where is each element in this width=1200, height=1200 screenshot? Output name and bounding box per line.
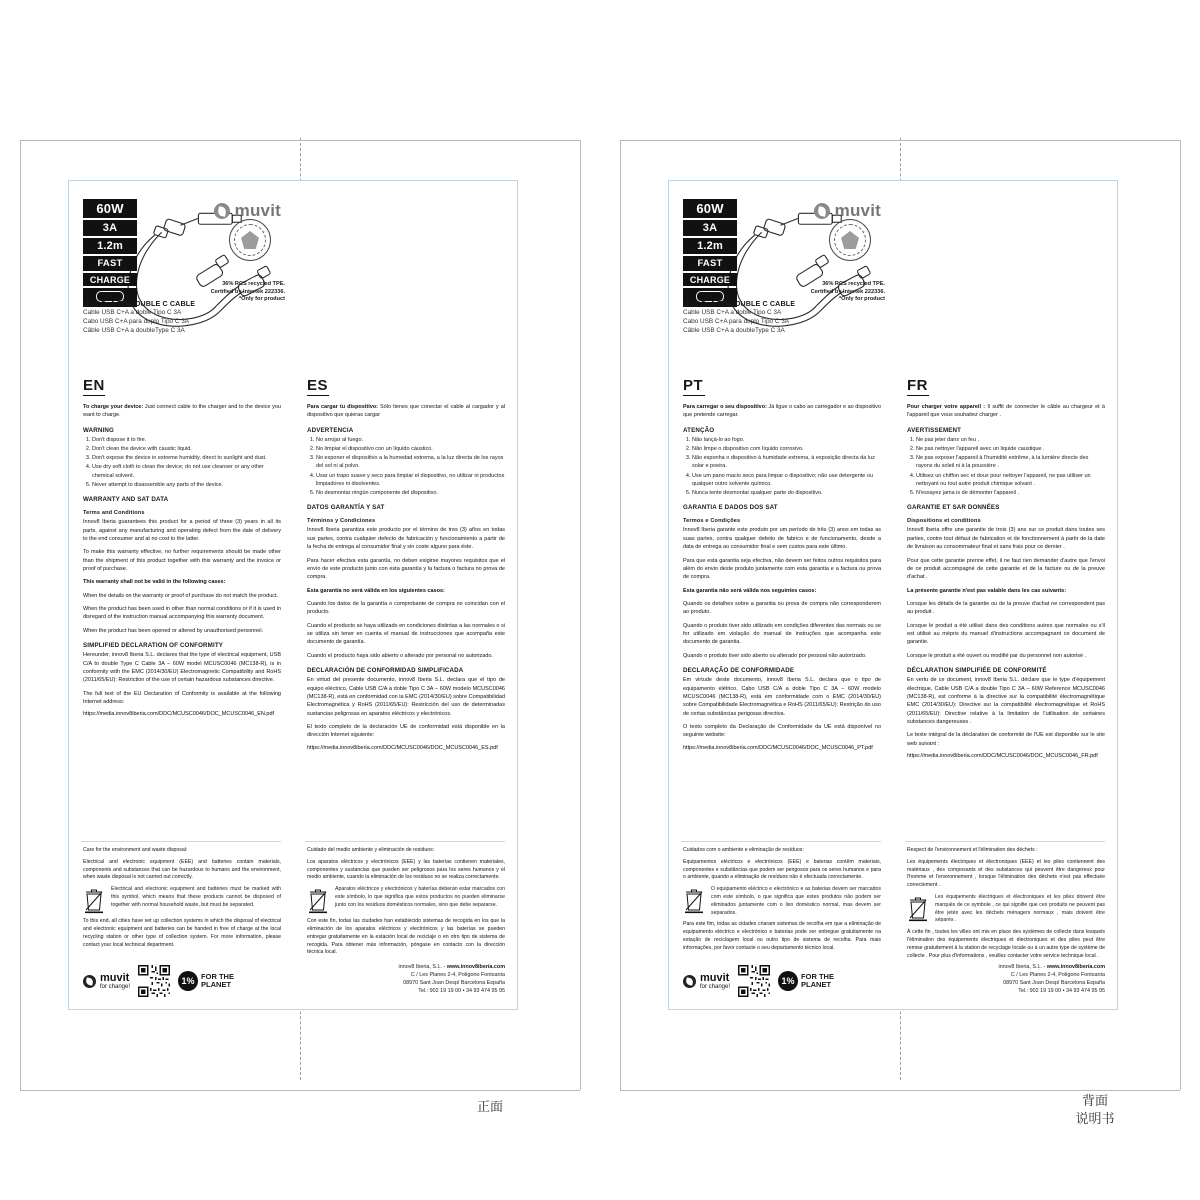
panel-es bbox=[293, 181, 517, 1009]
doc-url[interactable]: https://media.innov8iberia.com/DDC/MCUSC0046/DOC_MCUSC0046_PT.pdf bbox=[683, 744, 873, 751]
care-heading: Respect de l'environnement et l'élimination des déchets : bbox=[907, 847, 1038, 853]
not-valid-1: When the details on the warranty or proof of purchase do not match the product. bbox=[83, 592, 279, 599]
company-address-1: C / Les Planes 2-4, Polígono Fontsanta bbox=[1010, 971, 1105, 978]
crop-mark bbox=[620, 140, 621, 1090]
weee-block bbox=[83, 886, 281, 914]
planet-line-2: PLANET bbox=[801, 980, 832, 989]
muvit-tagline: for change! bbox=[100, 983, 131, 990]
badge-amps: 3A bbox=[683, 220, 737, 236]
crossed-out-bin-icon bbox=[907, 894, 929, 922]
footer-logos bbox=[83, 965, 234, 997]
crop-mark bbox=[20, 140, 21, 1090]
recycled-note-1: 36% RCS recycled TPE. bbox=[822, 281, 885, 287]
not-valid-3: When the product has been opened or altered by unauthorised personnel. bbox=[83, 627, 264, 634]
crossed-out-bin-icon bbox=[683, 886, 705, 914]
crop-mark bbox=[620, 140, 1180, 141]
hero-pt bbox=[669, 181, 893, 371]
warning-heading: ATENÇÃO bbox=[683, 426, 715, 434]
terms-p1: Innov8 Iberia garante este produto por um período de três (3) anos em todas as suas partes, contra qualquer defeito de fabrico e de funcionamento, desde a data de entrega ao consumidor final e sem custos para este último. bbox=[683, 527, 881, 551]
back-side-label-line-2: 说明书 bbox=[1075, 1110, 1115, 1126]
language-heading-fr: FR bbox=[907, 377, 928, 394]
not-valid-2: When the product has been used in other than normal conditions or if it is used in disregard of the instruction manual accompanying this warranty document. bbox=[83, 606, 281, 621]
list-item: 2. Ne pas nettoyer l'appareil avec un liquide caustique . bbox=[916, 445, 1105, 453]
care-heading: Cuidados com o ambiente e eliminação de resíduos: bbox=[683, 847, 804, 853]
badge-length: 1.2m bbox=[683, 238, 737, 254]
intro-text: Já ligue o cabo ao carregador e ao dispositivo que pretende carregar. bbox=[683, 404, 881, 419]
list-item: 2. Não limpe o dispositivo com líquido corrosivo. bbox=[692, 445, 881, 453]
list-item: 1. Don't dispose it to fire. bbox=[92, 436, 281, 444]
terms-p2: Para que esta garantia seja efectiva, não devem ser feitos outros requisitos para além do envio deste produto juntamente com esta garantia e a factura ou prova de compra. bbox=[683, 557, 881, 581]
care-p2: Aparatos eléctricos y electrónicos y baterías deberán estar marcados con este símbolo, lo que significa que estos productos no pueden eliminarse junto con los residuos domésticos normales, sino que debe separarse. bbox=[335, 886, 505, 908]
care-p3: À cette fin , toutes les villes ont mis en place des systèmes de collecte dans lesquels l'élimination des équipements électriques et électroniques et des piles peut être remise gratuitement à la station de recyclage locale ou à un autre type de système de collecte . Pour plus d'informations , veuillez contacter votre service technique local . bbox=[907, 929, 1105, 959]
badge-fast: FAST bbox=[683, 256, 737, 271]
crossed-out-bin-icon bbox=[307, 886, 329, 914]
product-subtitle-2: Cabo USB C+A para duplo Tipo C 3A bbox=[683, 318, 790, 326]
care-p1: Electrical and electronic equipment (EEE) and batteries contain materials, components and substances that can be hazardous to humans and the environment, when waste disposal is not carried out correctly. bbox=[83, 858, 281, 881]
not-valid-heading: Esta garantía no será válida en los siguientes casos: bbox=[307, 587, 445, 594]
muvit-name: muvit bbox=[700, 971, 730, 984]
footer-logos bbox=[683, 965, 834, 997]
one-percent-for-planet-logo bbox=[178, 971, 234, 991]
footer-fr bbox=[907, 847, 1105, 964]
language-heading-en: EN bbox=[83, 377, 105, 394]
warning-list bbox=[307, 436, 505, 498]
list-item: 5. Nunca tente desmontar qualquer parte do dispositivo. bbox=[692, 489, 881, 497]
body-es bbox=[307, 403, 505, 753]
warning-list bbox=[907, 436, 1105, 498]
muvit-footer-logo bbox=[683, 973, 730, 990]
badge-watts: 60W bbox=[683, 199, 737, 218]
terms-heading: Términos y Condiciones bbox=[307, 518, 376, 525]
care-p3: To this end, all cities have set up collection systems in which the disposal of electrical and electronic equipment and batteries can be handed in free of charge at the local recycling station or other type of collection system. For more information, please contact your local technical department. bbox=[83, 918, 281, 948]
product-subtitle-2: Cabo USB C+A para duplo Tipo C 3A bbox=[83, 318, 190, 326]
list-item: 1. Ne pas jeter dans un feu . bbox=[916, 436, 1105, 444]
not-valid-heading: La présente garantie n'est pas valable dans les cas suivants: bbox=[907, 587, 1067, 594]
company-address bbox=[999, 963, 1105, 995]
conformity-heading: SIMPLIFIED DECLARATION OF CONFORMITY bbox=[83, 642, 224, 650]
company-address-2: 08970 Sant Joan Despí Barcelona España bbox=[1003, 979, 1105, 986]
language-heading-pt: PT bbox=[683, 377, 704, 394]
terms-p1: Innov8 Iberia guarantees this product for a period of three (3) years in all its parts, against any manufacturing and operating defect from the date of delivery to the end consumer and at no cost to the latter. bbox=[83, 519, 281, 542]
product-title-block bbox=[83, 299, 222, 335]
spec-badge bbox=[683, 199, 737, 307]
eco-seal-icon bbox=[829, 219, 871, 261]
language-heading-es: ES bbox=[307, 377, 329, 394]
brand-name: muvit bbox=[234, 201, 281, 220]
warranty-heading: GARANTIA E DADOS DOS SAT bbox=[683, 504, 778, 512]
conformity-p2: The full text of the EU Declaration of Conformity is available at the following Internet address: bbox=[83, 690, 281, 705]
hero-en bbox=[69, 181, 293, 371]
not-valid-heading: This warranty shall not be valid in the following cases: bbox=[83, 579, 226, 586]
conformity-heading: DÉCLARATION SIMPLIFIÉE DE CONFORMITÉ bbox=[907, 667, 1047, 675]
conformity-p1: Hereunder, innov8 Iberia S.L. declares that the type of electrical equipment, USB C/A to double Type C Cable 3A – 60W model MCUSC0046 (MC138-R), is in conformity with the EMC (2014/30/EU) Electromagnetic Compatibility and RoHS (2011/65/EU): Restriction of the use of certain hazardous substances directive. bbox=[83, 652, 281, 684]
warranty-heading: GARANTIE ET SAR DONNÉES bbox=[907, 504, 1000, 512]
weee-block bbox=[307, 886, 505, 914]
badge-length: 1.2m bbox=[83, 238, 137, 254]
intro-label: Para cargar tu dispositivo: bbox=[307, 404, 378, 410]
qr-code-icon[interactable] bbox=[138, 965, 170, 997]
muvit-tagline: for change! bbox=[700, 983, 731, 990]
intro-label: Para carregar o seu dispositivo: bbox=[683, 404, 767, 410]
one-percent-for-planet-logo bbox=[778, 971, 834, 991]
crop-mark bbox=[1180, 140, 1181, 1090]
company-website[interactable]: www.innov8iberia.com bbox=[1046, 963, 1105, 970]
list-item: 4. Use um pano macio seco para limpar o dispositivo; não use detergente ou qualquer outro solvente químico. bbox=[692, 472, 881, 489]
intro-text: Il suffit de connecter le câble au chargeur et à l'appareil que vous souhaitez charger . bbox=[907, 404, 1105, 419]
conformity-heading: DECLARAÇÃO DE CONFORMIDADE bbox=[683, 667, 795, 675]
not-valid-1: Cuando los datos de la garantía o comprobante de compra no coincidan con el producto. bbox=[307, 600, 505, 616]
qr-code-icon[interactable] bbox=[738, 965, 770, 997]
intro-label: To charge your device: bbox=[83, 404, 144, 410]
front-side-label: 正面 bbox=[476, 1099, 503, 1114]
doc-url[interactable]: https://media.innov8iberia.com/DDC/MCUSC0046/DOC_MCUSC0046_FR.pdf bbox=[907, 753, 1098, 760]
list-item: 2. No limpiar el dispositivo con un líquido cáustico. bbox=[316, 445, 505, 453]
company-address-2: 08970 Sant Joan Despí Barcelona España bbox=[403, 979, 505, 986]
footer-pt bbox=[683, 847, 881, 957]
list-item: 2. Don't clean the device with caustic liquid. bbox=[92, 445, 281, 453]
brand-logo bbox=[814, 201, 881, 221]
recycled-note-2: Certified by Intertek 222336. bbox=[210, 288, 285, 295]
care-p3: Para este fim, todas as cidades criaram sistemas de recolha em que a eliminação de equipamento eléctrico e electrónico e baterias pode ser entregue gratuitamente na estação de reciclagem local ou outro tipo de sistema de recolha. Para mais informações, por favor contacte o seu departamento técnico local. bbox=[683, 921, 881, 951]
muvit-name: muvit bbox=[100, 971, 130, 984]
leaf-icon bbox=[83, 975, 96, 988]
company-address-1: C / Les Planes 2-4, Polígono Fontsanta bbox=[410, 971, 505, 978]
list-item: 3. No exponer el dispositivo a la humedad extrema, a la luz directa de los rayos del sol ni al polvo. bbox=[316, 454, 505, 471]
recycled-note-3: *Only for product bbox=[839, 296, 885, 303]
brand-name: muvit bbox=[834, 201, 881, 220]
company-name: innov8 Iberia, S.L. - bbox=[398, 963, 446, 970]
terms-p2: Pour que cette garantie prenne effet, il ne faut rien demander d'autre que l'envoi de ce produit accompagné de cette garantie et de la facture ou de la preuve d'achat . bbox=[907, 557, 1105, 581]
badge-amps: 3A bbox=[83, 220, 137, 236]
conformity-heading: DECLARACIÓN DE CONFORMIDAD SIMPLIFICADA bbox=[307, 667, 464, 675]
crop-mark bbox=[20, 140, 580, 141]
leaf-icon bbox=[683, 975, 696, 988]
planet-line-1: FOR THE bbox=[201, 972, 234, 982]
not-valid-1: Quando os detalhes sobre a garantia ou prova de compra não corresponderem ao produto. bbox=[683, 600, 881, 616]
intro-text: Sólo tienes que conectar el cable al cargador y al dispositivo que quieras cargar bbox=[307, 404, 505, 419]
care-p2: O equipamento eléctrico e electrónico e as baterias devem ser marcados com este símbolo, o que significa que estes produtos não podem ser eliminados juntamente com o lixo doméstico normal, mas devem ser separados. bbox=[711, 886, 881, 916]
terms-heading: Dispositions et conditions bbox=[907, 518, 981, 525]
warning-heading: AVERTISSEMENT bbox=[907, 426, 962, 434]
warranty-heading: WARRANTY AND SAT DATA bbox=[83, 496, 169, 504]
terms-p1: Innov8 Iberia garantiza este producto por el término de tres (3) años en todas sus partes, contra cualquier defecto de fabricación y funcionamiento a partir de la fecha de entrega al consumidor final y sin coste alguno para éste. bbox=[307, 527, 505, 551]
leaflet-front bbox=[68, 180, 518, 1010]
badge-fast: FAST bbox=[83, 256, 137, 271]
terms-p1: Innov8 Iberia offre une garantie de trois (3) ans sur ce produit dans toutes ses parties, contre tout défaut de fabrication et de fonctionnement à partir de la date de livraison au consommateur final et sans frais pour ce dernier . bbox=[907, 527, 1105, 551]
care-heading: Care for the environment and waste disposal: bbox=[83, 847, 188, 853]
weee-block bbox=[683, 886, 881, 917]
care-p3: Con este fin, todas las ciudades han establecido sistemas de recogida en los que la eliminación de los aparatos eléctricos y electrónicos y las baterías se pueden entregar gratuitamente en la estación local de reciclaje o en otro tipo de sistema de recogida. Para obtener más información, póngase en contacto con la dirección técnica local. bbox=[307, 918, 505, 956]
crossed-out-bin-icon bbox=[83, 886, 105, 914]
leaflet-back bbox=[668, 180, 1118, 1010]
company-website[interactable]: www.innov8iberia.com bbox=[446, 963, 505, 970]
list-item: 4. Use dry soft cloth to clean the device; do not use cleanser or any other chemical solvent. bbox=[92, 463, 281, 480]
product-subtitle-1: Cable USB C+A a doble Tipo C 3A bbox=[683, 309, 782, 316]
list-item: 1. Não lançá-lo ao fogo. bbox=[692, 436, 881, 444]
panel-en bbox=[69, 181, 293, 1009]
recycled-note-3: *Only for product bbox=[239, 296, 285, 303]
footer-divider bbox=[681, 841, 881, 842]
not-valid-3: Quando o produto tiver sido aberto ou alterado por pessoal não autorizado. bbox=[683, 652, 867, 659]
not-valid-3: Cuando el producto haya sido abierto o alterado por personal no autorizado. bbox=[307, 652, 493, 659]
eco-seal-icon bbox=[229, 219, 271, 261]
product-title-block bbox=[683, 299, 822, 335]
panel-pt bbox=[669, 181, 893, 1009]
planet-percent: 1% bbox=[178, 971, 198, 991]
footer-divider bbox=[81, 841, 281, 842]
product-subtitle-1: Cable USB C+A a doble Tipo C 3A bbox=[83, 309, 182, 316]
doc-url[interactable]: https://media.innov8iberia.com/DDC/MCUSC0046/DOC_MCUSC0046_ES.pdf bbox=[307, 744, 498, 751]
body-fr bbox=[907, 403, 1105, 761]
list-item: 4. Utilisez un chiffon sec et doux pour nettoyer l'appareil, ne pas utiliser un nettoyant ou tout autre produit chimique solvant . bbox=[916, 472, 1105, 489]
care-p1: Les équipements électriques et électroniques (EEE) et les piles contiennent des matériaux , des composants et des substances qui peuvent être dangereux pour l'homme et l'environnement , lorsque l'élimination des déchets n'est pas effectuée correctement . bbox=[907, 858, 1105, 889]
recycled-note bbox=[165, 281, 285, 304]
recycled-note bbox=[765, 281, 885, 304]
not-valid-2: Quando o produto tiver sido utilizado em condições diferentes das normais ou se for utilizado em violação do manual de instruções que acompanha este documento de garantia. bbox=[683, 622, 881, 646]
care-p2: Electrical and electronic equipment and batteries must be marked with this symbol, which means that these products cannot be disposed of together with normal household waste, but must be separated. bbox=[111, 886, 281, 908]
recycled-note-1: 36% RCS recycled TPE. bbox=[222, 281, 285, 287]
planet-percent: 1% bbox=[778, 971, 798, 991]
conformity-p2: El texto completo de la declaración UE de conformidad está disponible en la dirección Internet siguiente: bbox=[307, 723, 505, 739]
not-valid-1: Lorsque les détails de la garantie ou de la preuve d'achat ne correspondent pas au produit . bbox=[907, 600, 1105, 616]
terms-p2: To make this warranty effective, no further requirements should be made other than the shipment of this product together with this warranty and the invoice or proof of purchase. bbox=[83, 549, 281, 573]
spec-badge bbox=[83, 199, 137, 307]
warning-list bbox=[683, 436, 881, 498]
muvit-footer-logo bbox=[83, 973, 130, 990]
not-valid-3: Lorsque le produit a été ouvert ou modifié par du personnel non autorisé . bbox=[907, 652, 1087, 659]
footer-en bbox=[83, 847, 281, 953]
care-p1: Los aparatos eléctricos y electrónicos (EEE) y las baterías contienen materiales, componentes y sustancias que pueden ser peligrosos para los seres humanos y el medio ambiente, cuando la eliminación de los residuos no se realiza correctamente. bbox=[307, 858, 505, 881]
not-valid-heading: Esta garantia não será válida nos seguintes casos: bbox=[683, 587, 817, 594]
product-title: USB C+A TO DOUBLE C CABLE bbox=[683, 299, 796, 308]
recycled-note-2: Certified by Intertek 222336. bbox=[810, 288, 885, 295]
company-phone: Tel.: 902 19 19 00 • 34 93 474 95 95 bbox=[1018, 987, 1105, 994]
crop-mark bbox=[620, 1090, 1180, 1091]
terms-heading: Terms and Conditions bbox=[83, 510, 145, 517]
product-title: USB C+A TO DOUBLE C CABLE bbox=[83, 299, 196, 308]
panel-fr bbox=[893, 181, 1117, 1009]
list-item: 4. Usar un trapo suave y seco para limpiar el dispositivo, no utilizar ni productos limpiadores ni disolventes. bbox=[316, 472, 505, 489]
conformity-p2: Le texte intégral de la déclaration de conformité de l'UE est disponible sur le site web suivant : bbox=[907, 732, 1105, 747]
back-side-label-line-1: 背面 bbox=[1081, 1093, 1108, 1108]
body-pt bbox=[683, 403, 881, 753]
warning-heading: WARNING bbox=[83, 426, 114, 434]
company-name: innov8 Iberia, S.L. - bbox=[998, 963, 1046, 970]
conformity-p1: En virtud del presente documento, innov8 Iberia S.L. declara que el tipo de equipo eléctrico, Cable USB C/A a doble Tipo C 3A – 60W modelo MCUSC0046 (MC138-R), está en conformidad con la EMC (2014/30/EU) sobre Compatibilidad Electromagnética y RoHS (2011/65/EU): Restricción del uso de determinadas sustancias peligrosas en aparatos eléctricos y electrónicos. bbox=[307, 677, 505, 717]
care-p2: Les équipements électriques et électroniques et les piles doivent être marqués de ce symbole , ce qui signifie que ces produits ne peuvent pas être jetés avec les déchets ménagers normaux , mais doivent être séparés . bbox=[935, 893, 1105, 924]
list-item: 1. No arrojar al fuego. bbox=[316, 436, 505, 444]
terms-p2: Para hacer efectiva esta garantía, no deben exigirse mayores requisitos que el envío de este producto junto con esta garantía y la factura o factura no prova de compra. bbox=[307, 557, 505, 581]
body-en bbox=[83, 403, 281, 719]
conformity-p1: En vertu de ce document, innov8 Iberia S.L. déclare que le type d'équipement électrique, Cable USB C/A a double Tipo C 3A – 60W Reference MCUSC0046 (MC138-R), est conforme à la directive sur la compatibilité électromagnétique EMC (2014/30/EU): Directive sur la compatibilité électromagnétique et RoHS (2011/65/EU): Directive relative à la limitation de l'utilisation de certaines substances dangereuses . bbox=[907, 677, 1105, 725]
planet-line-2: PLANET bbox=[201, 980, 232, 989]
planet-line-1: FOR THE bbox=[801, 972, 834, 982]
company-phone: Tel.: 902 19 19 00 • 34 93 474 95 95 bbox=[418, 987, 505, 994]
badge-charge: CHARGE bbox=[83, 273, 137, 286]
terms-heading: Termos e Condições bbox=[683, 518, 741, 525]
intro-text: Just connect cable to the charger and to the device you want to charge. bbox=[83, 404, 281, 419]
list-item: 5. No desmontar ningún componente del dispositivo. bbox=[316, 489, 505, 497]
warning-heading: ADVERTENCIA bbox=[307, 426, 354, 434]
list-item: 3. Não exponha o dispositivo à humidade extrema, à exposição directa da luz solar e poeira. bbox=[692, 454, 881, 471]
leaf-icon bbox=[214, 203, 230, 219]
brand-logo bbox=[214, 201, 281, 221]
doc-url[interactable]: https://media.innov8iberia.com/DDC/MCUSC0046/DOC_MCUSC0046_EN.pdf bbox=[83, 711, 275, 718]
not-valid-2: Cuando el producto se haya utilizado en condiciones distintas a las normales o si se utiliza sin tener en cuenta el manual de instrucciones que acompaña este documento de garantía. bbox=[307, 622, 505, 646]
warning-list bbox=[83, 436, 281, 490]
back-side-label bbox=[1060, 1092, 1130, 1127]
crop-mark bbox=[580, 140, 581, 1090]
warranty-heading: DATOS GARANTÍA Y SAT bbox=[307, 504, 385, 512]
footer-divider bbox=[905, 841, 1105, 842]
leaf-icon bbox=[814, 203, 830, 219]
weee-block bbox=[907, 894, 1105, 925]
badge-charge: CHARGE bbox=[683, 273, 737, 286]
conformity-p2: O texto completo da Declaração de Conformidade da UE está disponível no seguinte website: bbox=[683, 723, 881, 739]
list-item: 5. N'essayez jama is de démonter l'appareil . bbox=[916, 489, 1105, 497]
intro-label: Pour charger votre appareil : bbox=[907, 404, 986, 410]
care-p1: Equipamentos eléctricos e electrónicos (EEE) e baterias contêm materiais, componentes e substâncias que podem ser perigosos para os seres humanos e para o ambiente, quando a eliminação de resíduos não é efectuada correctamente. bbox=[683, 858, 881, 881]
footer-divider bbox=[305, 841, 505, 842]
list-item: 3. Ne pas exposer l'appareil à l'humidité extrême, à la lumière directe des rayons du soleil ni à la poussière . bbox=[916, 454, 1105, 471]
not-valid-2: Lorsque le produit a été utilisé dans des conditions autres que normales ou s'il est utilisé au mépris du manuel d'instructions accompagnant ce document de garantie. bbox=[907, 622, 1105, 646]
care-heading: Cuidado del medio ambiente y eliminación de residuos: bbox=[307, 847, 435, 853]
badge-watts: 60W bbox=[83, 199, 137, 218]
list-item: 5. Never attempt to disassemble any parts of the device. bbox=[92, 481, 281, 489]
crop-mark bbox=[20, 1090, 580, 1091]
product-subtitle-3: Câble USB C+A a doubleType C 3A bbox=[683, 327, 785, 335]
product-subtitle-3: Câble USB C+A a doubleType C 3A bbox=[83, 327, 185, 335]
company-address bbox=[399, 963, 505, 995]
list-item: 3. Don't expose the device in extreme humidity, direct to sunlight and dust. bbox=[92, 454, 281, 462]
conformity-p1: Em virtude deste documento, innov8 Iberia S.L. declara que o tipo de equipamento elétrico, Cabo USB C/A a doble Tipo C 3A – 60W modelo MCUSC0046 (MC138-R), está em conformidade com o EMC (2014/30/EU) sobre Compatibilidade Electromagnética e RoHS (2011/65/EU): Restrição do uso de certas substâncias perigosas directiva. bbox=[683, 677, 881, 717]
footer-es bbox=[307, 847, 505, 961]
